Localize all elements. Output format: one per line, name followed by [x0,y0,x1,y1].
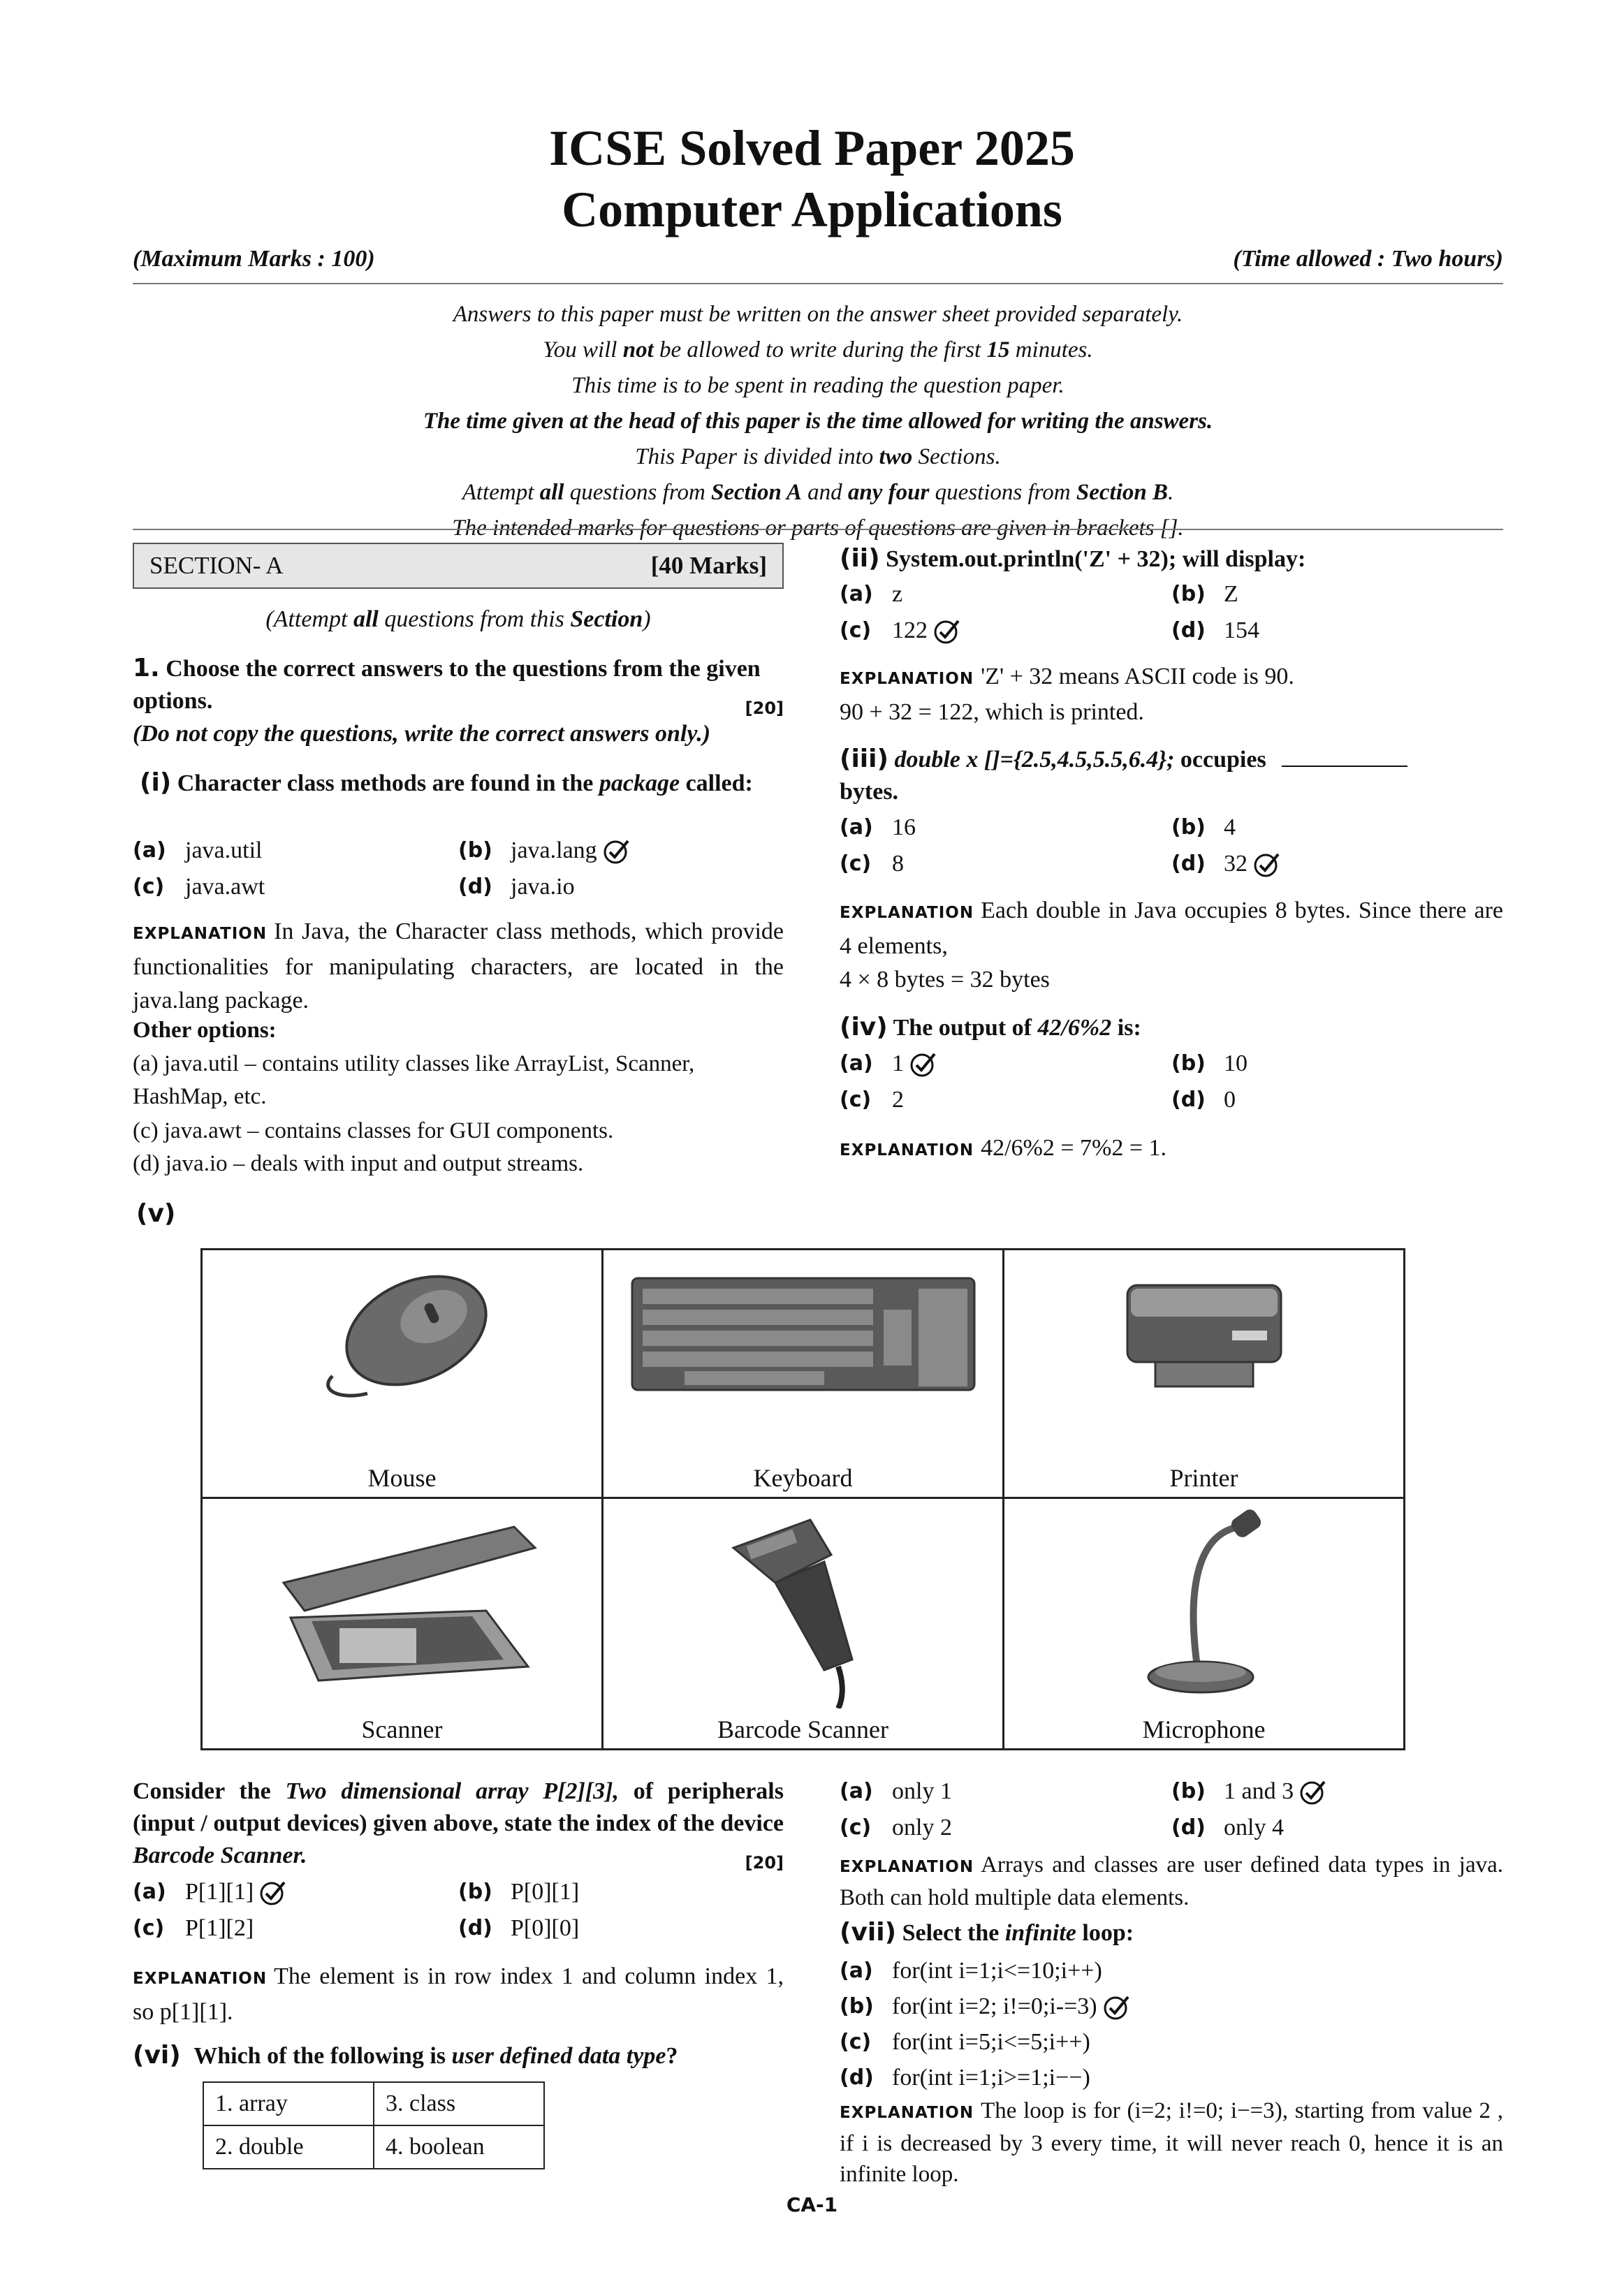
option-c [133,871,458,903]
option-label: (b) [1171,582,1206,606]
page-number: CA-1 [786,2193,838,2216]
option-label: (b) [458,838,492,863]
option-text: for(int i=1;i<=10;i++) [892,1958,1102,1984]
options-iv [840,1048,1503,1116]
instruction-line: You will not be allowed to write during the first 15 minutes. [543,337,1093,363]
checkmark-icon [933,617,961,645]
question-marks: [20] [745,698,784,718]
option-label: (c) [840,1088,872,1112]
option-text: P[1][2] [185,1915,254,1941]
option-label: (d) [1171,851,1206,876]
table-cell: 2. double [203,2125,374,2169]
list-item: (a) java.util – contains utility classes like ArrayList, Scanner, HashMap, etc. [133,1051,695,1109]
instruction-line: This time is to be spent in reading the question paper. [571,373,1065,398]
option-text: java.awt [185,874,265,900]
option-text: 8 [892,851,904,877]
option-label: (c) [133,1916,165,1940]
option-label: (a) [840,1779,873,1803]
device-caption: Microphone [1142,1715,1266,1743]
other-options-title: Other options: [133,1018,277,1043]
option-label: (a) [840,815,873,840]
keyboard-icon [629,1271,978,1397]
section-label: SECTION- A [149,552,284,579]
option-c [840,1812,1171,1844]
option-label: (d) [1171,1088,1206,1112]
question-vi: (vi) Which of the following is user defined data type? [133,2041,678,2070]
device-caption: Barcode Scanner [717,1715,888,1743]
option-d [458,871,784,903]
option-c [840,2024,1503,2060]
option-text: 16 [892,814,916,840]
question-number: (ii) [840,544,880,573]
checkmark-icon [1299,1778,1327,1806]
option-label: (d) [458,1916,492,1940]
option-label: (b) [1171,1051,1206,1076]
question-iv: (iv) The output of 42/6%2 is: [840,1013,1141,1041]
option-text: 1 [892,1051,904,1076]
checkmark-icon [1253,850,1281,878]
option-text: java.util [185,837,263,863]
question-number: (vii) [840,1918,897,1947]
option-b [458,1876,784,1908]
option-text: for(int i=5;i<=5;i++) [892,2029,1090,2055]
option-label: (b) [1171,1779,1206,1803]
scanner-icon [263,1506,542,1701]
option-c [840,615,1171,647]
options-vii [840,1953,1503,2095]
option-a [840,1048,1171,1080]
grid-cell-keyboard [603,1250,1004,1499]
option-b [1171,1048,1503,1080]
option-text: 4 [1224,814,1236,840]
option-text: 2 [892,1087,904,1113]
grid-cell-printer [1004,1250,1403,1499]
instructions [133,297,1503,546]
question-number: (iv) [840,1013,888,1041]
grid-cell-barcode-scanner [603,1499,1004,1748]
option-label: (d) [458,874,492,899]
option-b [1171,1776,1503,1808]
option-c [840,848,1171,880]
option-text: z [892,581,903,607]
option-text: 122 [892,617,928,643]
mouse-icon [312,1257,493,1404]
page-subtitle: Computer Applications [562,182,1062,237]
option-label: (a) [840,1959,873,1983]
options-v [133,1876,784,1945]
option-label: (d) [1171,618,1206,643]
question-marks: [20] [745,1853,784,1873]
option-label: (a) [840,1051,873,1076]
time-allowed: (Time allowed : Two hours) [1233,246,1503,272]
question-number: 1. [133,654,160,682]
table-cell: 3. class [374,2082,544,2125]
page-title: ICSE Solved Paper 2025 [549,120,1075,176]
option-text: for(int i=2; i!=0;i-=3) [892,1993,1097,2019]
question-vii: (vii) Select the infinite loop: [840,1918,1134,1947]
option-c [133,1912,458,1945]
option-d [1171,615,1503,647]
question-number: (vi) [133,2041,181,2070]
option-label: (a) [133,838,166,863]
question-v: Consider the Two dimensional array P[2][3], of peripherals (input / output devices) given above, state the index of the device Barcode Scanner. [20] [133,1776,784,1879]
microphone-icon [1120,1506,1288,1708]
option-label: (c) [840,2030,872,2054]
list-item: (c) java.awt – contains classes for GUI components. [133,1118,614,1143]
option-a [840,578,1171,610]
option-label: (a) [840,582,873,606]
option-text: only 2 [892,1815,952,1840]
option-text: P[0][1] [511,1879,580,1905]
option-d [1171,1812,1503,1844]
device-caption: Keyboard [753,1464,853,1492]
option-text: 154 [1224,617,1259,643]
option-text: Z [1224,581,1238,607]
option-b [1171,812,1503,844]
option-label: (d) [1171,1815,1206,1840]
question-v-number: (v) [136,1199,176,1228]
option-text: only 4 [1224,1815,1284,1840]
option-label: (b) [1171,815,1206,840]
option-d [458,1912,784,1945]
question-number: (iii) [840,745,888,773]
question-text: Choose the correct answers to the questions from the given options. [133,656,761,714]
option-a [840,1953,1503,1989]
options-ii [840,578,1503,647]
device-caption: Mouse [367,1464,437,1492]
device-caption: Scanner [361,1715,443,1743]
explanation-vi: EXPLANATION Arrays and classes are user defined data types in java. Both can hold multiple data elements. [840,1852,1503,1910]
option-label: (d) [840,2065,874,2090]
option-label: (c) [840,851,872,876]
checkmark-icon [259,1878,287,1906]
option-d [840,2060,1503,2095]
max-marks: (Maximum Marks : 100) [133,246,375,272]
options-iii [840,812,1503,880]
instruction-line: Attempt all questions from Section A and any four questions from Section B. [462,480,1174,505]
option-label: (c) [840,618,872,643]
question-1-note: (Do not copy the questions, write the correct answers only.) [133,721,711,747]
section-marks: [40 Marks] [650,552,767,579]
question-ii: (ii) System.out.println('Z' + 32); will display: [840,544,1306,573]
option-d [1171,1084,1503,1116]
explanation-iv: EXPLANATION 42/6%2 = 7%2 = 1. [840,1135,1167,1161]
option-d [1171,848,1503,880]
list-item: (d) java.io – deals with input and output streams. [133,1151,584,1176]
option-text: only 1 [892,1778,952,1804]
question-1 [133,652,784,724]
explanation-iii: EXPLANATION Each double in Java occupies 8 bytes. Since there are 4 elements, 4 × 8 bytes = 32 bytes [840,898,1503,993]
printer-icon [1113,1257,1295,1404]
table-row [203,2125,544,2169]
option-text: for(int i=1;i>=1;i−−) [892,2065,1090,2091]
option-text: 32 [1224,851,1248,877]
checkmark-icon [1103,1993,1131,2021]
explanation-ii: EXPLANATION 'Z' + 32 means ASCII code is 90. 90 + 32 = 122, which is printed. [840,664,1294,725]
explanation-i: EXPLANATION In Java, the Character class methods, which provide functionalities for manipulating characters, are located in the java.lang package. [133,918,784,1013]
option-label: (a) [133,1880,166,1904]
option-b [1171,578,1503,610]
barcode-scanner-icon [719,1506,887,1708]
explanation-v: EXPLANATION The element is in row index 1 and column index 1, so p[1][1]. [133,1963,784,2025]
option-a [840,1776,1171,1808]
options-vi [840,1776,1503,1844]
option-a [133,835,458,867]
grid-cell-scanner [203,1499,603,1748]
option-text: P[0][0] [511,1915,580,1941]
options-i [133,835,784,903]
option-label: (c) [133,874,165,899]
option-b [840,1989,1503,2024]
table-cell: 4. boolean [374,2125,544,2169]
table-row [203,2082,544,2125]
option-text: java.lang [511,837,597,863]
option-c [840,1084,1171,1116]
question-iii: (iii) double x []={2.5,4.5,5.5,6.4}; occupies bytes. [840,743,1503,808]
option-b [458,835,784,867]
device-caption: Printer [1169,1464,1238,1492]
instructions-rule [133,529,1503,530]
peripherals-grid [200,1248,1405,1750]
option-label: (c) [840,1815,872,1840]
checkmark-icon [909,1050,937,1078]
table-cell: 1. array [203,2082,374,2125]
header-rule [133,283,1503,284]
option-text: 10 [1224,1051,1248,1076]
option-a [133,1876,458,1908]
instruction-line: The intended marks for questions or parts of questions are given in brackets []. [452,515,1184,541]
checkmark-icon [603,837,631,865]
question-i: (i) Character class methods are found in the package called: [133,767,784,800]
instruction-line: Answers to this paper must be written on the answer sheet provided separately. [453,302,1183,327]
option-text: 1 and 3 [1224,1778,1294,1804]
option-label: (b) [840,1994,874,2019]
option-text: java.io [511,874,575,900]
option-a [840,812,1171,844]
grid-cell-mouse [203,1250,603,1499]
data-type-table [203,2081,545,2169]
instruction-line: The time given at the head of this paper is the time allowed for writing the answers. [423,409,1213,434]
instruction-line: This Paper is divided into two Sections. [635,444,1001,469]
section-a-header [133,543,784,589]
section-attempt-note: (Attempt all questions from this Section) [265,606,651,632]
option-label: (b) [458,1880,492,1904]
explanation-vii: EXPLANATION The loop is for (i=2; i!=0; i−=3), starting from value 2 , if i is decreased by 3 every time, it will never reach 0, hence it is an infinite loop. [840,2098,1503,2187]
option-text: P[1][1] [185,1879,254,1905]
grid-cell-microphone [1004,1499,1403,1748]
other-options-list [133,1048,784,1180]
option-text: 0 [1224,1087,1236,1113]
question-number: (i) [140,768,172,797]
